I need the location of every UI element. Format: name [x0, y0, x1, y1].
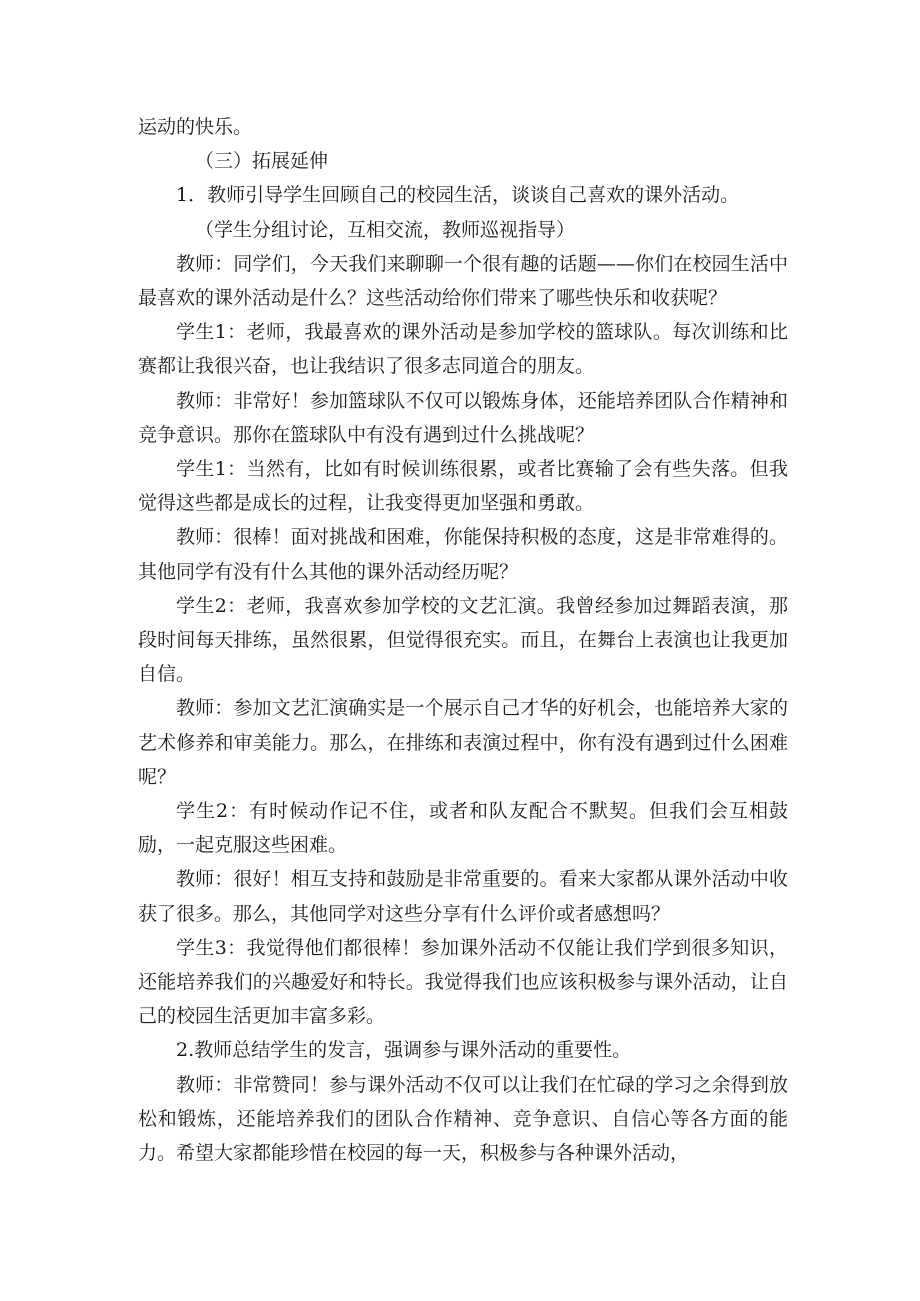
dialogue-student-1: 学生1：老师，我最喜欢的课外活动是参加学校的篮球队。每次训练和比赛都让我很兴奋，也让我结识了很多志同道合的朋友。 — [138, 321, 788, 378]
section-heading: （三）拓展延伸 — [195, 150, 329, 173]
dialogue-teacher: 教师：很好！相互支持和鼓励是非常重要的。看来大家都从课外活动中收获了很多。那么，其他同学对这些分享有什么评价或者感想吗？ — [138, 868, 788, 925]
dialogue-teacher: 教师：非常赞同！参与课外活动不仅可以让我们在忙碌的学习之余得到放松和锻炼，还能培养我们的团队合作精神、竞争意识、自信心等各方面的能力。希望大家都能珍惜在校园的每一天，积极参与各种课外活动， — [138, 1073, 788, 1165]
activity-note: （学生分组讨论，互相交流，教师巡视指导） — [195, 218, 576, 241]
dialogue-student-3: 学生3：我觉得他们都很棒！参加课外活动不仅能让我们学到很多知识，还能培养我们的兴趣爱好和特长。我觉得我们也应该积极参与课外活动，让自己的校园生活更加丰富多彩。 — [138, 936, 788, 1028]
paragraph-continuation: 运动的快乐。 — [138, 116, 253, 138]
dialogue-teacher: 教师：很棒！面对挑战和困难，你能保持积极的态度，这是非常难得的。其他同学有没有什么其他的课外活动经历呢？ — [138, 526, 788, 583]
dialogue-student-2: 学生2：有时候动作记不住，或者和队友配合不默契。但我们会互相鼓励，一起克服这些困难。 — [138, 800, 788, 857]
list-item-1: 1．教师引导学生回顾自己的校园生活，谈谈自己喜欢的课外活动。 — [176, 184, 740, 207]
document-body — [138, 110, 788, 1170]
dialogue-teacher: 教师：非常好！参加篮球队不仅可以锻炼身体，还能培养团队合作精神和竞争意识。那你在篮球队中有没有遇到过什么挑战呢？ — [138, 389, 788, 446]
dialogue-student-2: 学生2：老师，我喜欢参加学校的文艺汇演。我曾经参加过舞蹈表演，那段时间每天排练，虽然很累，但觉得很充实。而且，在舞台上表演也让我更加自信。 — [138, 594, 788, 686]
dialogue-teacher: 教师：同学们，今天我们来聊聊一个很有趣的话题——你们在校园生活中最喜欢的课外活动是什么？这些活动给你们带来了哪些快乐和收获呢？ — [138, 252, 788, 310]
dialogue-teacher: 教师：参加文艺汇演确实是一个展示自己才华的好机会，也能培养大家的艺术修养和审美能力。那么，在排练和表演过程中，你有没有遇到过什么困难呢？ — [138, 697, 788, 788]
dialogue-student-1: 学生1：当然有，比如有时候训练很累，或者比赛输了会有些失落。但我觉得这些都是成长的过程，让我变得更加坚强和勇敢。 — [138, 458, 788, 515]
list-item-2: 2.教师总结学生的发言，强调参与课外活动的重要性。 — [176, 1039, 632, 1062]
